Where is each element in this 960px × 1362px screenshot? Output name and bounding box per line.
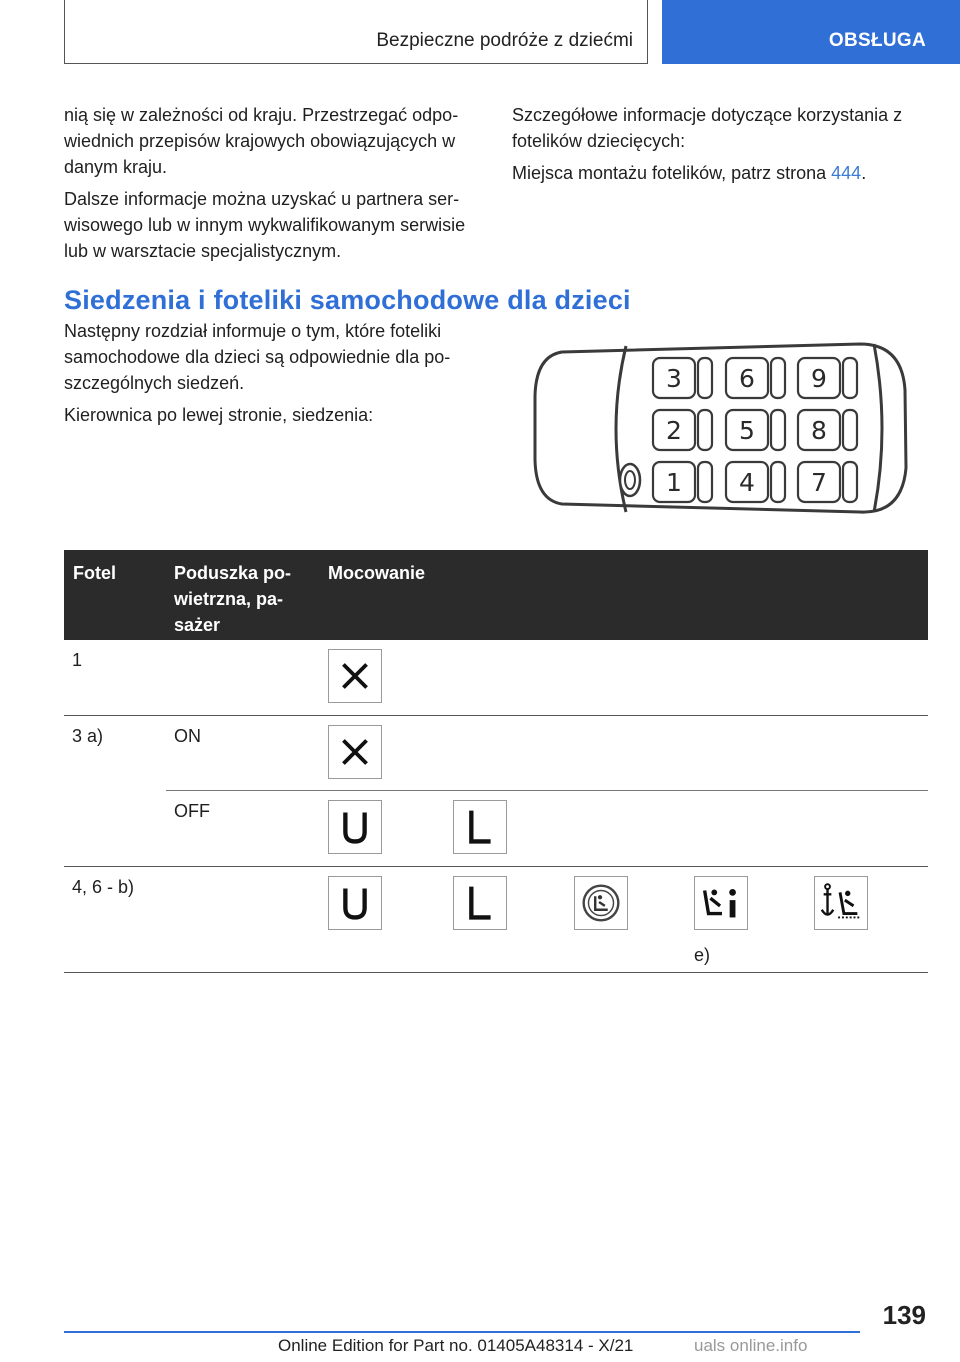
seat-button-label: 6 [739, 364, 755, 393]
header-section-label: OBSŁUGA [828, 30, 926, 51]
seat-selector-illustration [530, 340, 910, 518]
right-column [512, 102, 922, 192]
x-icon [328, 725, 382, 779]
seat-button-label: 4 [739, 468, 755, 497]
x-icon [328, 649, 382, 703]
footer-line [64, 1331, 860, 1333]
right-paragraph-1: Szczegółowe informacje dotyczące korzystania z fotelików dziecięcych: [512, 105, 903, 151]
page-number: 139 [882, 1300, 926, 1330]
row-divider [64, 866, 928, 867]
l-icon [453, 876, 507, 930]
left-column [64, 102, 484, 270]
left-paragraph-1: nią się w zależności od kraju. Przestrzegać odpowiednich przepisów krajowych obowiązujących w danym kraju. [64, 105, 459, 177]
row1-seat: 1 [72, 650, 83, 670]
section-intro-block [64, 318, 484, 434]
left-paragraph-2: Dalsze informacje można uzyskać u partnera serwisowego lub w innym wykwalifikowanym serwisie lub w warsztacie specjalistycznym. [64, 189, 466, 261]
child-seat-anchor-icon [814, 876, 868, 930]
u-icon [328, 800, 382, 854]
row2-seat: 3 a) [72, 726, 104, 746]
header-title: Bezpieczne podróże z dziećmi [376, 30, 633, 51]
seat-button-label: 3 [666, 364, 682, 393]
header-mounting: Mocowanie [328, 563, 426, 583]
footer-edition: Online Edition for Part no. 01405A48314 - X/21 [278, 1336, 634, 1355]
seat-button-label: 1 [666, 468, 682, 497]
row4-seat: 4, 6 - b) [72, 877, 135, 897]
seat-button-label: 7 [811, 468, 827, 497]
right-paragraph-2-text: Miejsca montażu fotelików, patrz strona [512, 163, 832, 183]
seat-button-label: 8 [811, 416, 827, 445]
row3-airbag: OFF [174, 801, 210, 821]
seat-button-label: 5 [739, 416, 755, 445]
row2-airbag: ON [174, 726, 201, 746]
child-seat-i-icon [694, 876, 748, 930]
section-intro: Następny rozdział informuje o tym, które foteliki samochodowe dla dzieci są odpowiednie dla poszczególnych siedzeń. [64, 321, 451, 393]
table-header [64, 550, 928, 640]
section-subtitle: Kierownica po lewej stronie, siedzenia: [64, 405, 374, 425]
footer-site: uals online.info [694, 1336, 808, 1355]
section-title: Siedzenia i foteliki samochodowe dla dzieci [64, 285, 631, 315]
u-icon [328, 876, 382, 930]
right-paragraph-2-end: . [861, 163, 867, 183]
header-airbag: Poduszka powietrzna, pasażer [174, 563, 292, 635]
row-divider [64, 715, 928, 716]
seat-button-label: 2 [666, 416, 682, 445]
header-seat: Fotel [73, 563, 116, 583]
header-section-tab[interactable] [662, 0, 960, 64]
seat-button-label: 9 [811, 364, 827, 393]
header-title-box [64, 0, 648, 64]
row-divider [64, 972, 928, 973]
row4-note: e) [694, 945, 711, 965]
l-icon [453, 800, 507, 854]
row-divider [166, 790, 928, 791]
page-link[interactable]: 444 [831, 163, 862, 183]
child-seat-round-icon [574, 876, 628, 930]
right-paragraph-2 [512, 160, 922, 186]
